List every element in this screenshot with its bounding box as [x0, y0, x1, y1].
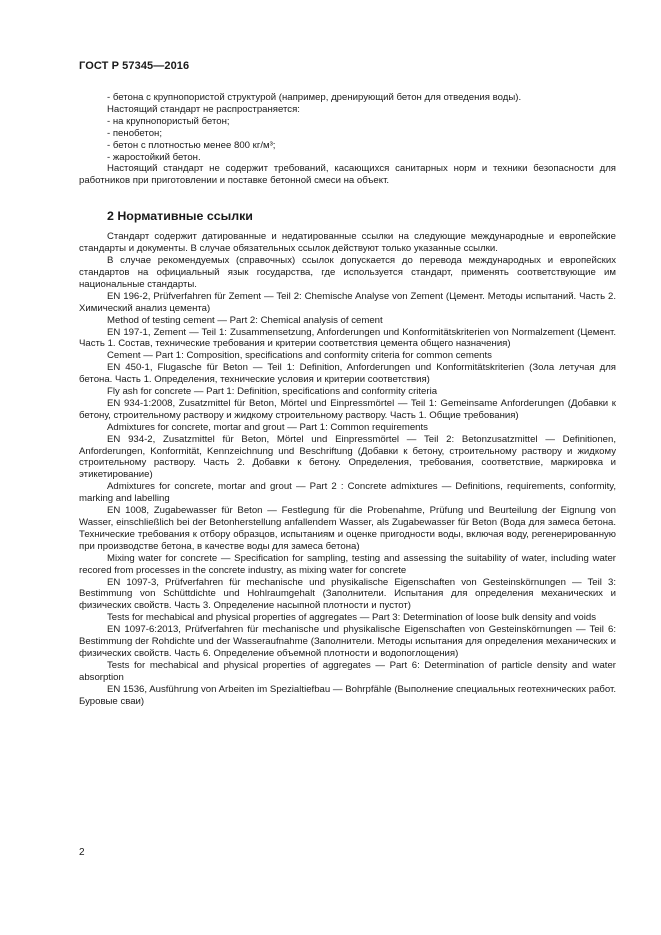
reference-paragraph: Method of testing cement — Part 2: Chemical analysis of cement: [107, 314, 383, 326]
intro-line: Настоящий стандарт не содержит требований, касающихся санитарных норм и техники безопасности для работников при приготовлении и поставке бетонной смеси на объект.: [79, 163, 616, 187]
reference-paragraph: EN 934-2, Zusatzmittel für Beton, Mörtel und Einpressmörtel — Teil 2: Betonzusatzmittel — Definitionen, Anforderungen, Konformität, Kennzeichnung und Beschriftung (Добавки к бетону, строительному раствору и жидкому строительному раствору. Часть 2. Добавки к бетону. Определения, требования, соответствие, маркировка и этикетирование): [79, 433, 616, 481]
reference-paragraph: EN 1097-3, Prüfverfahren für mechanische und physikalische Eigenschaften von Gesteinskörnungen — Teil 3: Bestimmung von Schüttdichte und Hohlraumgehalt (Заполнители. Испытания для определения механических и физических свойств. Часть 3. Определение насыпной плотности и пустот): [79, 576, 616, 612]
reference-paragraph: EN 196-2, Prüfverfahren für Zement — Teil 2: Chemische Analyse von Zement (Цемент. Методы испытаний. Часть 2. Химический анализ цемента): [79, 290, 616, 314]
reference-paragraph: Tests for mechabical and physical properties of aggregates — Part 3: Determination of loose bulk density and voids: [107, 612, 597, 624]
document-header: ГОСТ Р 57345—2016: [79, 60, 190, 72]
intro-line: - на крупнопористый бетон;: [107, 115, 230, 127]
reference-paragraph: EN 197-1, Zement — Teil 1: Zusammensetzung, Anforderungen und Konformitätskriterien von Normalzement (Цемент. Часть 1. Состав, технические требования и критерии соответствия цемента общего назначения): [79, 326, 616, 350]
section-title: 2 Нормативные ссылки: [107, 209, 253, 224]
intro-line: - жаростойкий бетон.: [107, 151, 201, 163]
reference-paragraph: EN 934-1:2008, Zusatzmittel für Beton, Mörtel und Einpressmörtel — Teil 1: Gemeinsame Anforderungen (Добавки к бетону, строительному раствору и жидкому строительному раствору. Часть 1. Общие требования): [79, 397, 616, 421]
reference-paragraph: Tests for mechabical and physical properties of aggregates — Part 6: Determination of particle density and water absorption: [79, 659, 616, 683]
reference-paragraph: Mixing water for concrete — Specification for sampling, testing and assessing the suitability of water, including water recored from processes in the concrete industry, as mixing water for concrete: [79, 552, 616, 576]
intro-line: Настоящий стандарт не распространяется:: [107, 103, 300, 115]
intro-line: - бетон с плотностью менее 800 кг/м³;: [107, 139, 276, 151]
reference-paragraph: EN 1008, Zugabewasser für Beton — Festlegung für die Probenahme, Prüfung und Beurteilung der Eignung von Wasser, einschließlich bei der Betonherstellung anfallendem Wasser, als Zugabewasser für Beton (Вода для замеса бетона. Технические требования к отбору образцов, испытаниям и оценке пригодности воды, включая воду, регенерированную при производстве бетона, в качестве воды для замеса бетона): [79, 505, 616, 552]
intro-line: - пенобетон;: [107, 127, 163, 139]
reference-paragraph: Admixtures for concrete, mortar and grout — Part 2 : Concrete admixtures — Definitions, requirements, conformity, marking and labelling: [79, 481, 616, 505]
page-body: [79, 92, 616, 708]
spacer: [79, 187, 616, 198]
reference-paragraph: Cement — Part 1: Composition, specifications and conformity criteria for common cements: [107, 350, 492, 362]
reference-paragraph: В случае рекомендуемых (справочных) ссылок допускается до перевода международных и европейских стандартов на официальный язык государства, где используется стандарт, применять соответствующие им национальные стандарты.: [79, 255, 616, 290]
reference-paragraph: EN 1097-6:2013, Prüfverfahren für mechanische und physikalische Eigenschaften von Gesteinskörnungen — Teil 6: Bestimmung der Rohdichte und der Wasseraufnahme (Заполнители. Методы испытания для определения механических и физических свойств. Часть 6. Определение объемной плотности и водопоглощения): [79, 624, 616, 659]
reference-paragraph: Fly ash for concrete — Part 1: Definition, specifications and conformity criteria: [107, 386, 438, 398]
reference-paragraph: EN 450-1, Flugasche für Beton — Teil 1: Definition, Anforderungen und Konformitätskriterien (Зола летучая для бетона. Часть 1. Определения, технические условия и критерии соответствия): [79, 362, 616, 386]
page-number: 2: [79, 847, 85, 858]
reference-paragraph: Admixtures for concrete, mortar and grout — Part 1: Common requirements: [107, 421, 428, 433]
intro-line: - бетона с крупнопористой структурой (например, дренирующий бетон для отведения воды).: [107, 92, 522, 103]
reference-paragraph: Стандарт содержит датированные и недатированные ссылки на следующие международные и европейские стандарты и документы. В случае обязательных ссылок действуют только указанные ссылки.: [79, 231, 616, 255]
spacer: [79, 198, 616, 209]
reference-paragraph: EN 1536, Ausführung von Arbeiten im Spezialtiefbau — Bohrpfähle (Выполнение специальных геотехнических работ. Буровые сваи): [79, 683, 616, 707]
